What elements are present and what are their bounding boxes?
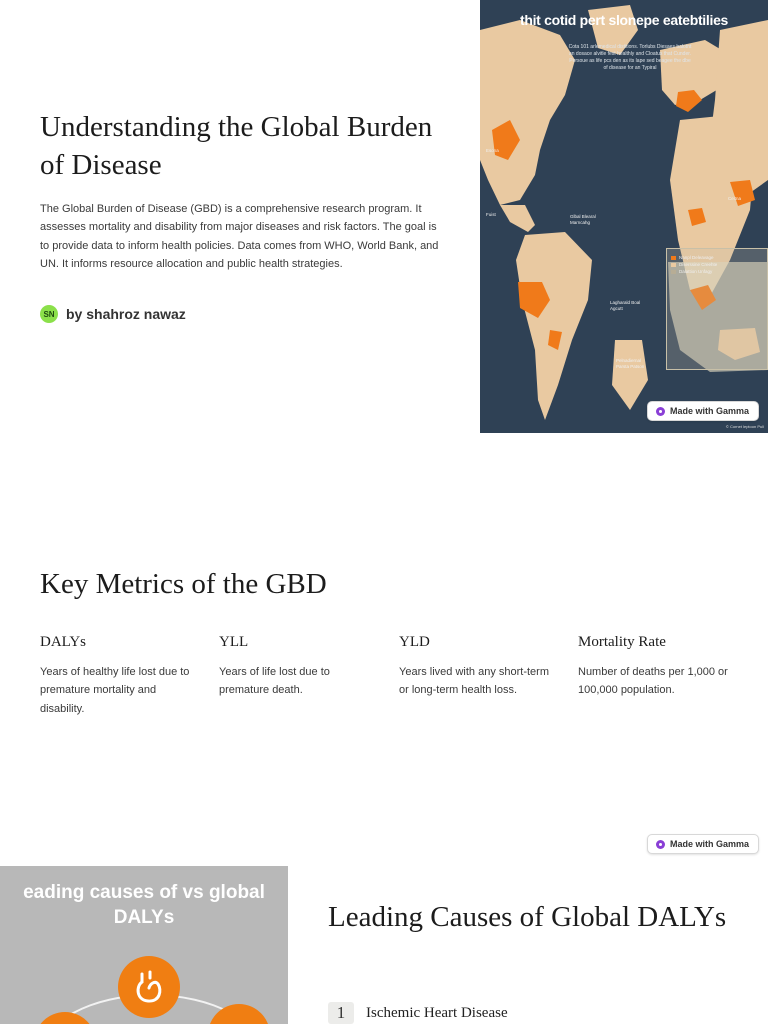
gamma-logo-icon bbox=[656, 840, 665, 849]
metric-card bbox=[399, 634, 549, 700]
metric-name: Mortality Rate bbox=[578, 634, 666, 650]
rank-number: 1 bbox=[328, 1002, 354, 1024]
legend-label: Diserssine Creehte bbox=[679, 262, 718, 267]
map-label: Ceitna bbox=[728, 196, 742, 201]
avatar: SN bbox=[40, 305, 58, 323]
section-title: Key Metrics of the GBD bbox=[40, 568, 327, 600]
legend-swatch bbox=[671, 263, 676, 267]
metric-card bbox=[578, 634, 738, 700]
stomach-glyph bbox=[118, 956, 180, 1018]
map-label: Lagharald Boal Agcutt bbox=[610, 300, 641, 311]
infographic-image bbox=[0, 866, 288, 1024]
map-legend bbox=[666, 248, 768, 370]
metric-name: DALYs bbox=[40, 634, 86, 650]
legend-swatch bbox=[671, 270, 676, 274]
intro-paragraph: The Global Burden of Disease (GBD) is a comprehensive research program. It assesses mortality and disability from major diseases and risk factors. The goal is to provide data to inform health policies. Data comes from WHO, World Bank, and UN. It informs resource allocation and public health strategies. bbox=[40, 203, 439, 271]
world-disease-map bbox=[480, 0, 768, 433]
map-label: Pelnadiernal Parsta Patson bbox=[616, 358, 645, 369]
map-label: Esona bbox=[486, 148, 499, 153]
legend-item bbox=[671, 269, 763, 274]
infographic-title: eading causes of vs global DALYs bbox=[23, 882, 265, 928]
made-with-gamma-badge[interactable] bbox=[647, 834, 759, 854]
list-item bbox=[328, 1002, 508, 1024]
metric-name: YLD bbox=[399, 634, 430, 650]
map-label: Glbal Blearal Marncahg bbox=[570, 214, 596, 225]
legend-label: Dalattion Unfagy bbox=[679, 269, 713, 274]
legend-swatch bbox=[671, 256, 676, 260]
metric-description: Number of deaths per 1,000 or 100,000 population. bbox=[578, 666, 728, 697]
gamma-logo-icon bbox=[656, 407, 665, 416]
metric-description: Years of healthy life lost due to premature mortality and disability. bbox=[40, 666, 190, 715]
metric-name: YLL bbox=[219, 634, 249, 650]
map-copyright: © Cornet leptoon Pull bbox=[725, 424, 764, 429]
map-title: thit cotid pert slonepe eatebtilies bbox=[519, 12, 729, 28]
made-with-gamma-badge[interactable] bbox=[647, 401, 759, 421]
stomach-icon bbox=[118, 956, 180, 1018]
page-title: Understanding the Global Burden of Disease bbox=[40, 111, 433, 181]
cause-label: Ischemic Heart Disease bbox=[366, 1004, 508, 1021]
badge-label: Made with Gamma bbox=[670, 406, 750, 416]
metric-card bbox=[40, 634, 200, 718]
legend-item bbox=[671, 255, 763, 260]
legend-item bbox=[671, 262, 763, 267]
metric-card bbox=[219, 634, 379, 700]
legend-label: Nanpl Deleavage bbox=[679, 255, 714, 260]
author-name: by shahroz nawaz bbox=[66, 306, 186, 322]
metric-description: Years of life lost due to premature death. bbox=[219, 666, 330, 697]
metric-description: Years lived with any short-term or long-term health loss. bbox=[399, 666, 549, 697]
map-caption: Cota 101 arlemedical distitions. Torlubs Diesaes balotnt an dosace alvitle fest healthly and Cloatus that Cunder. Persoue as life pcs den as its lape sed beagee the dbe of disease for an Typiral bbox=[568, 44, 692, 71]
section-title: Leading Causes of Global DALYs bbox=[328, 901, 727, 933]
author-byline[interactable] bbox=[40, 305, 186, 323]
map-label: Fuist bbox=[486, 212, 496, 217]
badge-label: Made with Gamma bbox=[670, 839, 750, 849]
